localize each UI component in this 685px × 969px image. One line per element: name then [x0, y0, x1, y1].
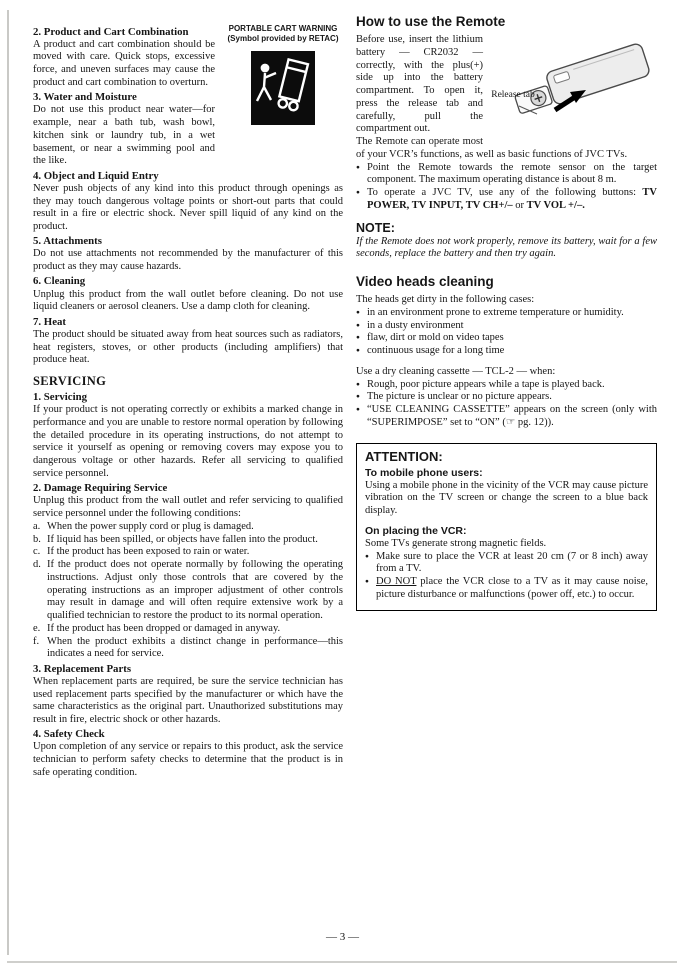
bullet-text-rest: place the VCR close to a TV as it may cause noise, picture disturbance or malfunctions (power off, etc.) to occur.: [376, 576, 648, 600]
bullet-text: Make sure to place the VCR at least 20 cm (7 or 8 inch) away from a TV.: [376, 550, 648, 575]
right-column: [356, 14, 657, 611]
remote-section-heading: How to use the Remote: [356, 14, 506, 29]
condition-label: b.: [33, 533, 41, 545]
release-tab-label: Release tab: [491, 90, 535, 100]
section-title-attachments: 5. Attachments: [33, 235, 102, 248]
section-title-heat: 7. Heat: [33, 315, 66, 328]
scan-edge-bottom: [7, 961, 677, 963]
section-body-water-moisture: Do not use this product near water—for example, near a bath tub, wash bowl, kitchen sink or laundry tub, in a wet basement, or near a swimming pool and the like.: [33, 104, 215, 167]
note-body: If the Remote does not work properly, remove its battery, wait for a few seconds, replace the battery and then try again.: [356, 235, 657, 260]
section-title-cleaning: 6. Cleaning: [33, 275, 86, 288]
condition-label: d.: [33, 559, 41, 571]
remote-battery-block: [356, 34, 657, 136]
bullet-text: in an environment prone to extreme temperature or humidity.: [367, 306, 624, 318]
do-not-underlined: DO NOT: [376, 576, 417, 587]
servicing-heading: SERVICING: [33, 374, 107, 389]
cleaning-cassette-intro: Use a dry cleaning cassette — TCL-2 — when:: [356, 365, 556, 377]
bullet-text: “USE CLEANING CASSETTE” appears on the screen (only with “SUPERIMPOSE” set to “ON” (☞ pg. 12)).: [367, 404, 657, 428]
bullet-text: flaw, dirt or mold on video tapes: [367, 332, 504, 344]
remote-operate-text: The Remote can operate most of your VCR’s functions, as well as basic functions of JVC TVs.: [356, 136, 628, 160]
cart-tipping-warning-icon: [251, 51, 315, 125]
condition-text: If the product has been exposed to rain or water.: [47, 546, 250, 558]
video-heads-intro: The heads get dirty in the following cases:: [356, 294, 535, 305]
condition-item-e: [33, 623, 343, 636]
cassette-case-item: [356, 379, 657, 392]
tv-buttons-bold-2: TV VOL +/–.: [526, 199, 585, 211]
condition-label: a.: [33, 520, 41, 532]
scan-edge-left: [7, 10, 9, 955]
attention-bullet-do-not: [365, 576, 648, 602]
cassette-case-item: [356, 391, 657, 404]
condition-item-d: [33, 559, 343, 623]
section-body-servicing: If your product is not operating correctly or exhibits a marked change in performance and you are unable to restore normal operation by following the detailed procedure in its operating instructions, do not attempt to service it yourself as opening or removing covers may expose you to dangerous voltage or other hazards. Refer all servicing to qualified service personnel.: [33, 404, 343, 479]
condition-text: If liquid has been spilled, or objects have fallen into the product.: [47, 533, 318, 545]
dirty-case-item: [356, 320, 657, 333]
attention-box: [356, 443, 657, 611]
section-title-damage: 2. Damage Requiring Service: [33, 482, 168, 495]
condition-item-f: [33, 636, 343, 662]
attention-placing-body: Some TVs generate strong magnetic fields.: [365, 537, 547, 549]
section-body-product-cart: A product and cart combination should be moved with care. Quick stops, excessive force, and uneven surfaces may cause the product and cart combination to overturn.: [33, 38, 215, 88]
section-body-safety-check: Upon completion of any service or repairs to this product, ask the service technician to perform safety checks to determine that the product is in safe operating condition.: [33, 741, 343, 778]
bullet-text: continuous usage for a long time: [367, 345, 505, 356]
dirty-case-item: [356, 345, 657, 358]
damage-conditions-list: [33, 521, 343, 661]
condition-label: c.: [33, 546, 41, 558]
condition-item-b: [33, 534, 343, 547]
attention-mobile-body: Using a mobile phone in the vicinity of the VCR may cause picture vibration on the TV screen or change the screen to a blue back display.: [365, 479, 648, 516]
dirty-case-item: [356, 332, 657, 345]
attention-mobile-heading: To mobile phone users:: [365, 466, 483, 479]
section-body-damage-intro: Unplug this product from the wall outlet and refer servicing to qualified service personnel under the following conditions:: [33, 495, 343, 520]
bullet-text: in a dusty environment: [367, 319, 464, 331]
cassette-case-item: [356, 404, 657, 430]
section-body-cleaning: Unplug this product from the wall outlet before cleaning. Do not use liquid cleaners or aerosol cleaners. Use a damp cloth for cleaning.: [33, 288, 343, 313]
condition-label: e.: [33, 622, 41, 634]
condition-text: If the product does not operate normally by following the operating instructions. Adjust only those controls that are covered by the operating instructions as an improper adjustment of other controls may result in damage and will often require extensive work by a qualified technician to restore the product to its normal operation.: [47, 559, 343, 622]
left-column: [33, 24, 343, 780]
bullet-text-prefix: To operate a JVC TV, use any of the following buttons:: [367, 187, 643, 198]
condition-item-a: [33, 521, 343, 534]
remote-illustration: [489, 34, 657, 138]
remote-bullet-sensor: [356, 162, 657, 188]
section-title-replacement-parts: 3. Replacement Parts: [33, 662, 132, 675]
remote-bullet-tv-buttons: [356, 187, 657, 213]
condition-text: When the product exhibits a distinct change in performance—this indicates a need for service.: [47, 635, 343, 660]
section-body-replacement-parts: When replacement parts are required, be sure the service technician has used replacement parts specified by the manufacturer or which have the same characteristics as the original part. Unauthorized substitutions may result in fire, electric shock or other hazards.: [33, 675, 343, 726]
cart-warning-subtitle: (Symbol provided by RETAC): [227, 34, 339, 44]
section-title-water-moisture: 3. Water and Moisture: [33, 91, 137, 104]
section-body-heat: The product should be situated away from heat sources such as radiators, heat registers, stoves, or other products (including amplifiers) that produce heat.: [33, 328, 343, 366]
section-body-attachments: Do not use attachments not recommended by the manufacturer of this product as they may cause hazards.: [33, 248, 343, 273]
condition-item-c: [33, 546, 343, 559]
condition-text: When the power supply cord or plug is damaged.: [47, 520, 254, 532]
attention-bullet-distance: [365, 551, 648, 577]
bullet-text: The picture is unclear or no picture appears.: [367, 391, 552, 403]
bullet-text: Rough, poor picture appears while a tape is played back.: [367, 378, 605, 390]
condition-text: If the product has been dropped or damaged in anyway.: [47, 622, 281, 634]
tv-buttons-bold-1: TV POWER, TV INPUT, TV CH+/–: [367, 187, 657, 211]
section-title-product-cart: 2. Product and Cart Combination: [33, 25, 189, 38]
note-heading: NOTE:: [356, 220, 395, 235]
attention-placing-heading: On placing the VCR:: [365, 524, 467, 537]
bullet-text-mid: or: [512, 199, 527, 211]
condition-label: f.: [33, 635, 40, 647]
cart-warning-title: PORTABLE CART WARNING: [228, 24, 338, 33]
attention-heading: ATTENTION:: [365, 448, 443, 464]
video-heads-heading: Video heads cleaning: [356, 274, 494, 289]
section-title-safety-check: 4. Safety Check: [33, 728, 105, 741]
portable-cart-warning-box: [223, 24, 343, 125]
page-number: — 3 —: [326, 931, 359, 943]
bullet-text: Point the Remote towards the remote sensor on the target component. The maximum operating distance is about 8 m.: [367, 161, 657, 186]
remote-battery-text: Before use, insert the lithium battery — CR2032 — correctly, with the plus(+) side up into the battery compartment. To open it, press the release tab and carefully, pull the compartment out.: [356, 34, 483, 135]
section-title-servicing: 1. Servicing: [33, 391, 87, 404]
section-title-object-liquid: 4. Object and Liquid Entry: [33, 169, 159, 182]
dirty-case-item: [356, 307, 657, 320]
section-body-object-liquid: Never push objects of any kind into this product through openings as they may touch dangerous voltage points or short-out parts that could result in a fire or electric shock. Never spill liquid of any kind on the product.: [33, 182, 343, 233]
